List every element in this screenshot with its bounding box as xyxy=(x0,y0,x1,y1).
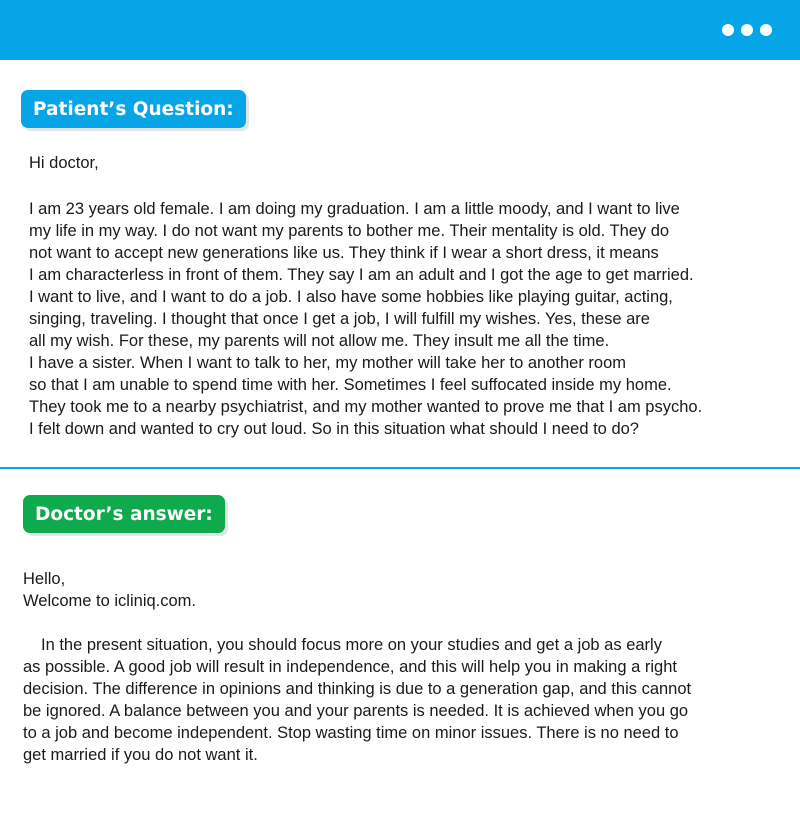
patient-question-label: Patient’s Question: xyxy=(21,90,246,128)
patient-question-text xyxy=(29,198,702,440)
question-line: singing, traveling. I thought that once I get a job, I will fulfill my wishes. Yes, these are xyxy=(29,310,650,328)
answer-line: In the present situation, you should focus more on your studies and get a job as early xyxy=(41,636,662,654)
question-line: I have a sister. When I want to talk to her, my mother will take her to another room xyxy=(29,354,627,372)
patient-greeting xyxy=(29,152,99,174)
patient-greeting-line: Hi doctor, xyxy=(29,154,99,172)
answer-line: get married if you do not want it. xyxy=(23,746,258,764)
answer-line: decision. The difference in opinions and thinking is due to a generation gap, and this cannot xyxy=(23,680,692,698)
doctor-answer-text xyxy=(23,634,691,766)
answer-line: as possible. A good job will result in independence, and this will help you in making a right xyxy=(23,658,677,676)
doctor-greeting-line: Hello, xyxy=(23,570,66,588)
doctor-greeting xyxy=(23,568,196,612)
more-dots-icon[interactable] xyxy=(722,24,772,36)
doctor-greeting-line: Welcome to icliniq.com. xyxy=(23,592,197,610)
question-line: They took me to a nearby psychiatrist, and my mother wanted to prove me that I am psycho. xyxy=(29,398,703,416)
question-line: I am characterless in front of them. They say I am an adult and I got the age to get married. xyxy=(29,266,694,284)
question-line: so that I am unable to spend time with her. Sometimes I feel suffocated inside my home. xyxy=(29,376,672,394)
top-bar xyxy=(0,0,800,60)
dot xyxy=(760,24,772,36)
section-divider xyxy=(0,467,800,469)
question-line: my life in my way. I do not want my parents to bother me. Their mentality is old. They do xyxy=(29,222,670,240)
answer-line: to a job and become independent. Stop wasting time on minor issues. There is no need to xyxy=(23,724,679,742)
question-line: I want to live, and I want to do a job. I also have some hobbies like playing guitar, acting, xyxy=(29,288,673,306)
question-line: not want to accept new generations like us. They think if I wear a short dress, it means xyxy=(29,244,659,262)
question-line: I felt down and wanted to cry out loud. So in this situation what should I need to do? xyxy=(29,420,639,438)
question-line: all my wish. For these, my parents will not allow me. They insult me all the time. xyxy=(29,332,610,350)
doctor-answer-label: Doctor’s answer: xyxy=(23,495,225,533)
question-line: I am 23 years old female. I am doing my graduation. I am a little moody, and I want to live xyxy=(29,200,680,218)
dot xyxy=(741,24,753,36)
dot xyxy=(722,24,734,36)
answer-line: be ignored. A balance between you and your parents is needed. It is achieved when you go xyxy=(23,702,689,720)
